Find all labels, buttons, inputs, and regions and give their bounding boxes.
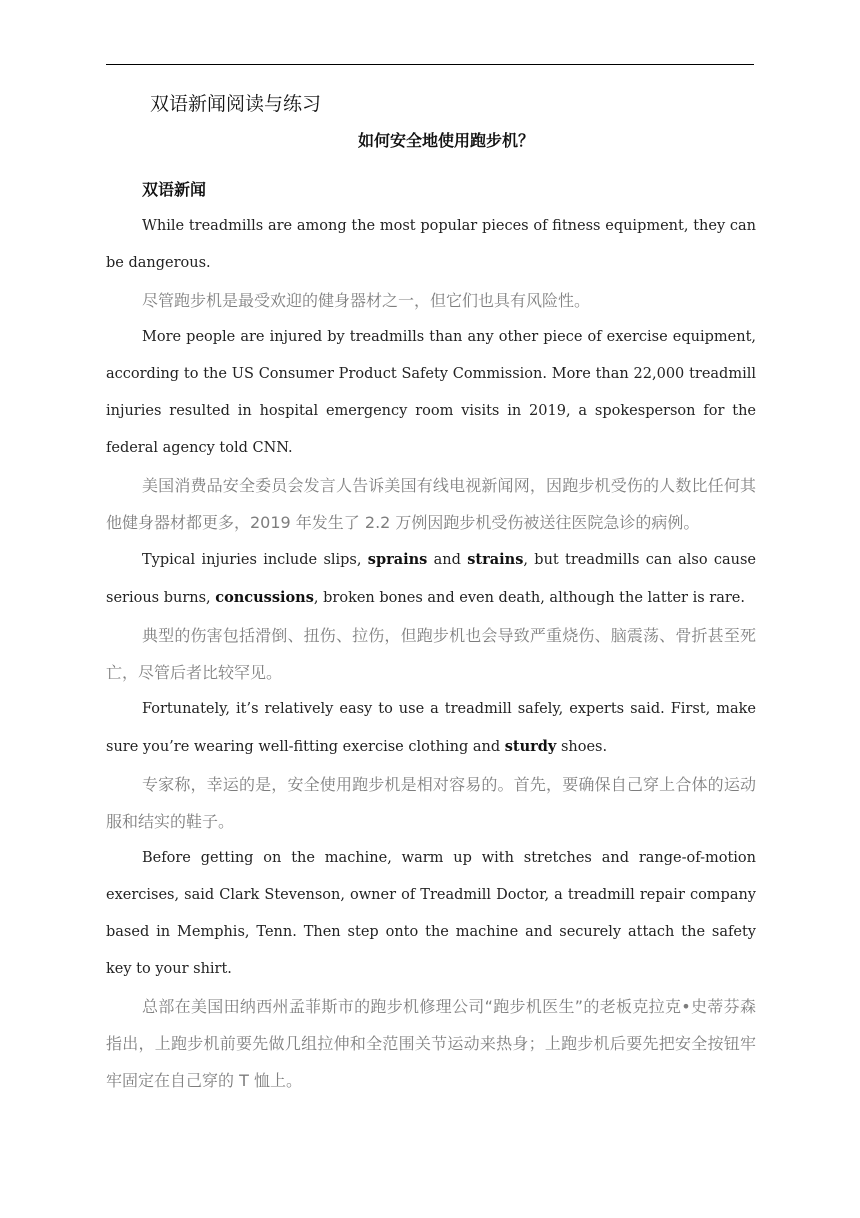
english-paragraph (106, 319, 756, 467)
paragraph-text: 美国消费品安全委员会发言人告诉美国有线电视新闻网，因跑步机受伤的人数比任何其他健身器材都更多，2019 年发生了 2.2 万例因跑步机受伤被送往医院急诊的病例。 (106, 476, 756, 532)
paragraph-text: and (427, 552, 468, 568)
chinese-translation-paragraph (106, 988, 756, 1099)
english-paragraph (106, 840, 756, 988)
paragraph-text: , but treadmills can also cause serious burns, (106, 552, 757, 606)
paragraph-text: Fortunately, it’s relatively easy to use a treadmill safely, experts said. First, make sure you’re wearing well-fitting exercise clothing and (106, 701, 756, 755)
paragraph-text: 专家称，幸运的是，安全使用跑步机是相对容易的。首先，要确保自己穿上合体的运动服和结实的鞋子。 (106, 775, 756, 831)
english-paragraph (106, 541, 756, 617)
chinese-translation-paragraph (106, 617, 756, 691)
chinese-translation-paragraph (106, 467, 756, 541)
paragraph-text: Before getting on the machine, warm up with stretches and range-of-motion exercises, said Clark Stevenson, owner of Treadmill Doctor, a treadmill repair company based in Memphis, Tenn. Then step onto the machine and securely attach the safety key to your shirt. (106, 850, 756, 977)
english-paragraph (106, 208, 756, 282)
section-heading: 双语新闻 (142, 180, 207, 199)
paragraph-text: More people are injured by treadmills than any other piece of exercise equipment, according to the US Consumer Product Safety Commission. More than 22,000 treadmill injuries resulted in hospital emergency room visits in 2019, a spokesperson for the federal agency told CNN. (106, 329, 756, 456)
paragraph-text: shoes. (556, 739, 608, 755)
vocabulary-term: concussions (215, 589, 314, 606)
vocabulary-term: strains (467, 551, 524, 568)
chinese-translation-paragraph (106, 282, 756, 319)
header-title: 双语新闻阅读与练习 (150, 93, 322, 115)
english-paragraph (106, 691, 756, 766)
paragraph-text: 尽管跑步机是最受欢迎的健身器材之一，但它们也具有风险性。 (142, 291, 591, 310)
header-rule (106, 64, 754, 65)
article-body (106, 208, 756, 1099)
paragraph-text: While treadmills are among the most popular pieces of fitness equipment, they can be dangerous. (106, 218, 756, 271)
vocabulary-term: sturdy (504, 738, 557, 755)
paragraph-text: Typical injuries include slips, (142, 552, 368, 568)
article-title: 如何安全地使用跑步机？ (357, 131, 534, 150)
vocabulary-term: sprains (367, 551, 428, 568)
paragraph-text: 典型的伤害包括滑倒、扭伤、拉伤，但跑步机也会导致严重烧伤、脑震荡、骨折甚至死亡，尽管后者比较罕见。 (106, 626, 756, 682)
paragraph-text: , broken bones and even death, although the latter is rare. (313, 590, 745, 606)
chinese-translation-paragraph (106, 766, 756, 840)
paragraph-text: 总部在美国田纳西州孟菲斯市的跑步机修理公司“跑步机医生”的老板克拉克•史蒂芬森指出，上跑步机前要先做几组拉伸和全范围关节运动来热身；上跑步机后要先把安全按钮牢牢固定在自己穿的 T 恤上。 (106, 997, 756, 1090)
